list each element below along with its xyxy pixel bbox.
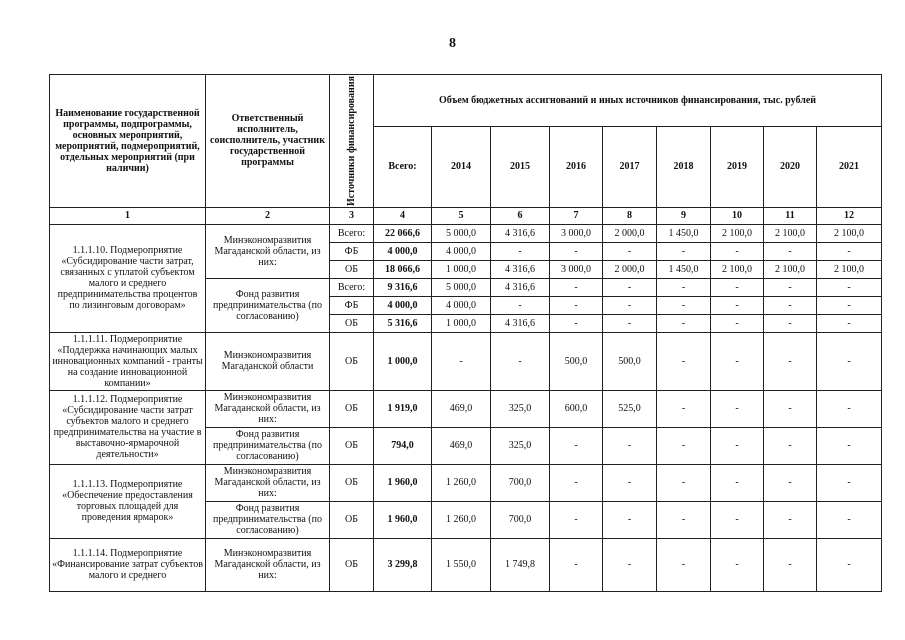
table-row xyxy=(50,332,882,390)
year-value: - xyxy=(764,278,817,296)
year-value: 2 000,0 xyxy=(603,260,657,278)
year-value: - xyxy=(817,390,882,427)
year-value: - xyxy=(603,296,657,314)
year-value: 4 316,6 xyxy=(491,224,550,242)
year-value: - xyxy=(764,332,817,390)
total-value: 1 000,0 xyxy=(374,332,432,390)
header-volume: Объем бюджетных ассигнований и иных источников финансирования, тыс. рублей xyxy=(374,75,882,127)
year-value: 4 316,6 xyxy=(491,314,550,332)
year-value: 325,0 xyxy=(491,390,550,427)
year-value: 4 316,6 xyxy=(491,278,550,296)
funding-source: ОБ xyxy=(330,314,374,332)
column-number: 12 xyxy=(817,207,882,224)
column-number: 1 xyxy=(50,207,206,224)
header-sources xyxy=(330,75,374,208)
year-value: - xyxy=(817,278,882,296)
executor-name: Минэкономразвития Магаданской области, из них: xyxy=(206,224,330,278)
year-value: 1 000,0 xyxy=(432,314,491,332)
year-value: - xyxy=(817,242,882,260)
year-value: - xyxy=(711,296,764,314)
header-year: 2015 xyxy=(491,126,550,207)
total-value: 9 316,6 xyxy=(374,278,432,296)
year-value: - xyxy=(657,390,711,427)
year-value: - xyxy=(764,314,817,332)
funding-source: Всего: xyxy=(330,224,374,242)
year-value: - xyxy=(603,538,657,591)
year-value: 4 316,6 xyxy=(491,260,550,278)
year-value: - xyxy=(711,314,764,332)
total-value: 4 000,0 xyxy=(374,296,432,314)
column-number: 11 xyxy=(764,207,817,224)
total-value: 18 066,6 xyxy=(374,260,432,278)
funding-source: ОБ xyxy=(330,427,374,464)
year-value: 525,0 xyxy=(603,390,657,427)
year-value: 5 000,0 xyxy=(432,278,491,296)
executor-name: Фонд развития предпринимательства (по согласованию) xyxy=(206,427,330,464)
header-year: 2018 xyxy=(657,126,711,207)
table-row xyxy=(50,464,882,501)
year-value: 469,0 xyxy=(432,390,491,427)
year-value: - xyxy=(711,538,764,591)
year-value: - xyxy=(817,538,882,591)
column-number: 10 xyxy=(711,207,764,224)
column-number: 8 xyxy=(603,207,657,224)
header-name: Наименование государственной программы, подпрограммы, основных мероприятий, мероприятий, подмероприятий, отдельных мероприятий (при наличии) xyxy=(50,75,206,208)
year-value: - xyxy=(603,278,657,296)
header-executor: Ответственный исполнитель, соисполнитель, участник государственной программы xyxy=(206,75,330,208)
funding-source: ОБ xyxy=(330,332,374,390)
year-value: - xyxy=(711,332,764,390)
year-value: 700,0 xyxy=(491,464,550,501)
measure-name: 1.1.1.14. Подмероприятие «Финансирование затрат субъектов малого и среднего xyxy=(50,538,206,591)
year-value: - xyxy=(764,242,817,260)
year-value: - xyxy=(657,464,711,501)
year-value: - xyxy=(764,538,817,591)
year-value: 1 749,8 xyxy=(491,538,550,591)
budget-table xyxy=(49,74,882,592)
funding-source: ОБ xyxy=(330,390,374,427)
year-value: - xyxy=(657,314,711,332)
year-value: - xyxy=(550,501,603,538)
measure-name: 1.1.1.11. Подмероприятие «Поддержка начинающих малых инновационных компаний - гранты на создание инновационной компании» xyxy=(50,332,206,390)
year-value: 325,0 xyxy=(491,427,550,464)
year-value: - xyxy=(817,314,882,332)
year-value: 1 000,0 xyxy=(432,260,491,278)
total-value: 1 960,0 xyxy=(374,501,432,538)
year-value: - xyxy=(491,242,550,260)
year-value: - xyxy=(550,296,603,314)
year-value: 500,0 xyxy=(550,332,603,390)
funding-source: ОБ xyxy=(330,260,374,278)
year-value: 1 450,0 xyxy=(657,224,711,242)
funding-source: ФБ xyxy=(330,242,374,260)
year-value: - xyxy=(550,464,603,501)
column-number: 6 xyxy=(491,207,550,224)
total-value: 5 316,6 xyxy=(374,314,432,332)
header-year: 2017 xyxy=(603,126,657,207)
year-value: - xyxy=(550,314,603,332)
executor-name: Фонд развития предпринимательства (по согласованию) xyxy=(206,278,330,332)
header-sources-text: Источники финансирования xyxy=(346,76,357,206)
header-year: 2016 xyxy=(550,126,603,207)
year-value: - xyxy=(603,427,657,464)
year-value: 2 100,0 xyxy=(764,260,817,278)
table-row xyxy=(50,538,882,591)
measure-name: 1.1.1.13. Подмероприятие «Обеспечение предоставления торговых площадей для проведения ярмарок» xyxy=(50,464,206,538)
page-number: 8 xyxy=(449,36,456,51)
year-value: - xyxy=(491,296,550,314)
column-number: 3 xyxy=(330,207,374,224)
year-value: 1 450,0 xyxy=(657,260,711,278)
measure-name: 1.1.1.12. Подмероприятие «Субсидирование части затрат субъектов малого и среднего предпринимательства на участие в выставочно-ярмарочной деятельности» xyxy=(50,390,206,464)
table-row xyxy=(50,224,882,242)
year-value: - xyxy=(603,501,657,538)
year-value: - xyxy=(817,464,882,501)
year-value: - xyxy=(817,501,882,538)
total-value: 22 066,6 xyxy=(374,224,432,242)
year-value: - xyxy=(764,390,817,427)
measure-name: 1.1.1.10. Подмероприятие «Субсидирование части затрат, связанных с уплатой субъектом малого и среднего предпринимательства процентов по лизинговым договорам» xyxy=(50,224,206,332)
column-number: 7 xyxy=(550,207,603,224)
year-value: 3 000,0 xyxy=(550,224,603,242)
column-number: 5 xyxy=(432,207,491,224)
year-value: 2 100,0 xyxy=(817,260,882,278)
year-value: - xyxy=(817,296,882,314)
year-value: - xyxy=(657,296,711,314)
year-value: - xyxy=(603,242,657,260)
column-number: 4 xyxy=(374,207,432,224)
year-value: - xyxy=(764,464,817,501)
year-value: - xyxy=(711,464,764,501)
funding-source: ФБ xyxy=(330,296,374,314)
year-value: - xyxy=(603,464,657,501)
year-value: 1 260,0 xyxy=(432,501,491,538)
year-value: 1 260,0 xyxy=(432,464,491,501)
year-value: 2 100,0 xyxy=(711,260,764,278)
year-value: 3 000,0 xyxy=(550,260,603,278)
header-year: 2020 xyxy=(764,126,817,207)
year-value: - xyxy=(817,332,882,390)
year-value: 5 000,0 xyxy=(432,224,491,242)
header-year: Всего: xyxy=(374,126,432,207)
year-value: 600,0 xyxy=(550,390,603,427)
year-value: - xyxy=(550,278,603,296)
year-value: - xyxy=(711,390,764,427)
year-value: - xyxy=(711,278,764,296)
year-value: 2 100,0 xyxy=(711,224,764,242)
year-value: - xyxy=(550,427,603,464)
year-value: 469,0 xyxy=(432,427,491,464)
year-value: - xyxy=(550,538,603,591)
year-value: - xyxy=(657,242,711,260)
year-value: - xyxy=(764,501,817,538)
table-body xyxy=(50,224,882,591)
year-value: 4 000,0 xyxy=(432,296,491,314)
year-value: - xyxy=(432,332,491,390)
total-value: 1 960,0 xyxy=(374,464,432,501)
year-value: - xyxy=(657,538,711,591)
total-value: 4 000,0 xyxy=(374,242,432,260)
executor-name: Минэкономразвития Магаданской области, из них: xyxy=(206,390,330,427)
year-value: - xyxy=(764,427,817,464)
executor-name: Минэкономразвития Магаданской области, из них: xyxy=(206,464,330,501)
year-value: - xyxy=(711,501,764,538)
funding-source: ОБ xyxy=(330,538,374,591)
year-value: - xyxy=(491,332,550,390)
year-value: 2 000,0 xyxy=(603,224,657,242)
executor-name: Минэкономразвития Магаданской области, из них: xyxy=(206,538,330,591)
funding-source: ОБ xyxy=(330,501,374,538)
executor-name: Минэкономразвития Магаданской области xyxy=(206,332,330,390)
year-value: - xyxy=(603,314,657,332)
header-year: 2019 xyxy=(711,126,764,207)
year-value: - xyxy=(711,242,764,260)
total-value: 1 919,0 xyxy=(374,390,432,427)
year-value: - xyxy=(657,427,711,464)
year-value: - xyxy=(711,427,764,464)
header-year: 2014 xyxy=(432,126,491,207)
year-value: - xyxy=(657,278,711,296)
total-value: 794,0 xyxy=(374,427,432,464)
total-value: 3 299,8 xyxy=(374,538,432,591)
executor-name: Фонд развития предпринимательства (по согласованию) xyxy=(206,501,330,538)
year-value: - xyxy=(817,427,882,464)
year-value: - xyxy=(764,296,817,314)
column-number-row xyxy=(50,207,882,224)
year-value: 1 550,0 xyxy=(432,538,491,591)
year-value: - xyxy=(550,242,603,260)
header-year: 2021 xyxy=(817,126,882,207)
column-number: 9 xyxy=(657,207,711,224)
table-row xyxy=(50,390,882,427)
year-value: 2 100,0 xyxy=(817,224,882,242)
year-value: 4 000,0 xyxy=(432,242,491,260)
year-value: - xyxy=(657,332,711,390)
year-value: 500,0 xyxy=(603,332,657,390)
funding-source: ОБ xyxy=(330,464,374,501)
year-value: - xyxy=(657,501,711,538)
year-value: 2 100,0 xyxy=(764,224,817,242)
funding-source: Всего: xyxy=(330,278,374,296)
column-number: 2 xyxy=(206,207,330,224)
year-value: 700,0 xyxy=(491,501,550,538)
